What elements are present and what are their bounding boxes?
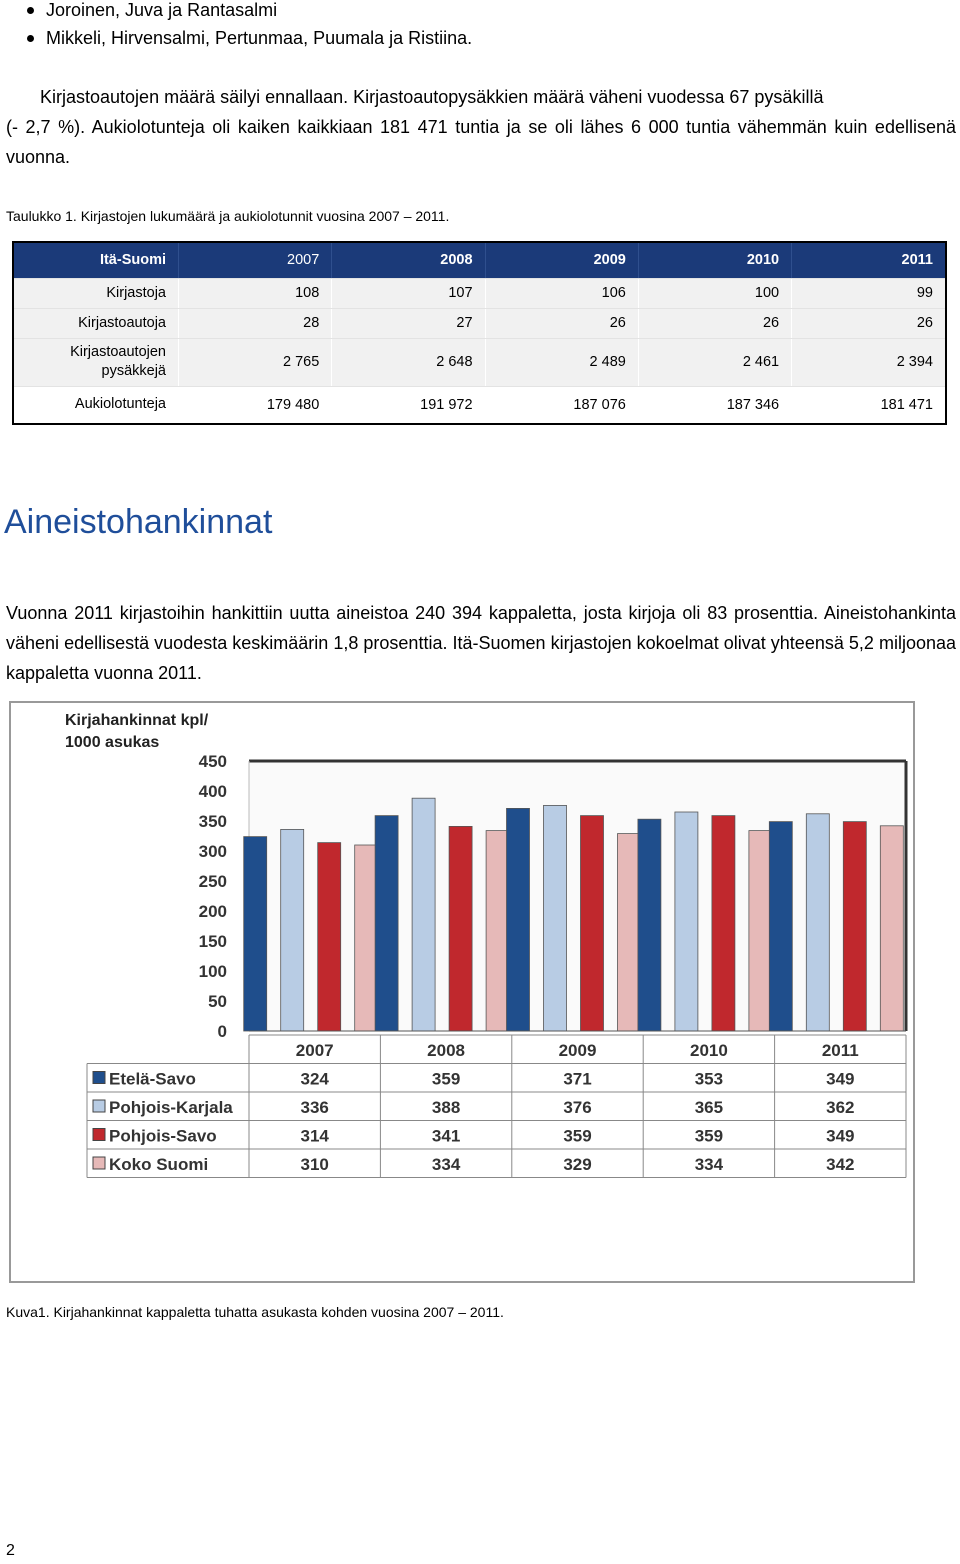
data-label: 349 [826,1126,855,1146]
column-header: 2008 [332,242,485,278]
table-cell: 99 [792,278,946,308]
table-cell: 179 480 [179,386,332,424]
legend-label: Pohjois-Karjala [109,1098,233,1117]
bar-etelä-savo [638,819,661,1031]
legend-label: Etelä-Savo [109,1069,196,1089]
chart-svg [11,703,913,1281]
paragraph-line: Kirjastoautojen määrä säilyi ennallaan. Kirjastoautopysäkkien määrä väheni vuodessa 67 pysäkillä [40,87,824,107]
y-tick-label: 300 [198,842,227,861]
table-cell: 26 [792,308,946,338]
x-tick-label: 2007 [295,1041,334,1060]
table-cell: 27 [332,308,485,338]
bar-pohjois-karjala [281,829,304,1031]
y-tick-label: 150 [198,932,227,951]
y-tick-label: 350 [198,812,227,831]
table-cell: 2 461 [638,338,791,386]
bar-koko-suomi [355,845,378,1031]
y-tick-label: 450 [198,752,227,771]
legend-swatch [93,1072,105,1084]
table-cell: 28 [179,308,332,338]
table-cell: 2 648 [332,338,485,386]
bar-pohjois-savo [581,816,604,1031]
list-item-text: Mikkeli, Hirvensalmi, Pertunmaa, Puumala ja Ristiina. [46,28,473,48]
data-label: 334 [431,1155,461,1174]
table-cell: 100 [638,278,791,308]
legend-swatch [93,1100,105,1112]
acquisitions-paragraph: Vuonna 2011 kirjastoihin hankittiin uutta aineistoa 240 394 kappaletta, josta kirjoja oli 83 prosenttia. Aineistohankinta väheni edellisestä vuodesta keskimäärin 1,8 prosenttia. Itä-Suomen kirjastojen kokoelmat olivat yhteensä 5,2 miljoonaa kappaletta vuonna 2011. [6,603,956,683]
section-heading: Aineistohankinnat [4,503,273,541]
column-header: 2010 [638,242,791,278]
table-caption: Taulukko 1. Kirjastojen lukumäärä ja aukiolotunnit vuosina 2007 – 2011. [6,208,450,224]
data-label: 341 [431,1126,461,1146]
list-item [22,0,472,24]
data-label: 334 [694,1155,724,1174]
table-row [13,338,946,386]
table-row [13,386,946,424]
bar-pohjois-savo [712,816,735,1031]
y-tick-label: 0 [217,1022,227,1041]
data-label: 314 [300,1126,329,1146]
table-cell: 187 076 [485,386,638,424]
list-item [22,24,472,52]
column-header: Itä-Suomi [13,242,179,278]
bar-pohjois-karjala [675,812,698,1031]
x-tick-label: 2008 [427,1041,466,1060]
y-tick-label: 50 [208,992,227,1011]
bar-etelä-savo [769,822,792,1031]
bar-pohjois-karjala [544,805,567,1031]
legend-swatch [93,1157,105,1169]
paragraph-text: (- 2,7 %). Aukiolotunteja oli kaiken kaikkiaan 181 471 tuntia ja se oli lähes 6 000 tuntia vähemmän kuin edellisenä vuonna. [6,117,956,167]
bar-koko-suomi [618,834,641,1031]
data-label: 359 [431,1069,461,1089]
data-label: 336 [300,1098,329,1117]
data-label: 359 [563,1126,592,1146]
data-label: 310 [300,1155,329,1174]
page-number: 2 [6,1542,15,1559]
bar-pohjois-savo [843,822,866,1031]
bar-pohjois-savo [318,843,341,1031]
table-cell: 106 [485,278,638,308]
table-header-row [13,242,946,278]
bar-koko-suomi [749,831,772,1031]
intro-paragraph [6,82,956,172]
library-stats-table [12,241,947,425]
table-cell: 26 [638,308,791,338]
chart-title: 1000 asukas [65,734,160,751]
table-row [13,278,946,308]
bar-etelä-savo [375,816,398,1031]
y-tick-label: 200 [198,902,227,921]
chart-title: Kirjahankinnat kpl/ [65,712,209,729]
bar-etelä-savo [244,837,267,1031]
x-tick-label: 2009 [558,1041,597,1060]
data-label: 353 [694,1069,724,1089]
bullet-icon [27,7,34,14]
data-label: 349 [826,1069,855,1089]
table-cell: 2 394 [792,338,946,386]
bar-koko-suomi [486,831,509,1031]
row-label: Kirjastoautojen pysäkkejä [13,338,179,386]
table-row [13,308,946,338]
bar-pohjois-karjala [412,798,435,1031]
column-header: 2009 [485,242,638,278]
table-cell: 2 765 [179,338,332,386]
y-tick-label: 250 [198,872,227,891]
data-label: 388 [431,1098,461,1117]
column-header: 2011 [792,242,946,278]
bar-pohjois-karjala [806,814,829,1031]
data-label: 365 [694,1098,724,1117]
legend-label: Koko Suomi [109,1155,209,1174]
row-label: Kirjastoja [13,278,179,308]
data-label: 329 [563,1155,592,1174]
table-cell: 108 [179,278,332,308]
table-cell: 187 346 [638,386,791,424]
table-cell: 191 972 [332,386,485,424]
x-tick-label: 2010 [689,1041,728,1060]
y-tick-label: 400 [198,782,227,801]
data-label: 376 [563,1098,592,1117]
column-header: 2007 [179,242,332,278]
legend-label: Pohjois-Savo [109,1126,217,1146]
data-label: 342 [826,1155,855,1174]
x-tick-label: 2011 [821,1041,859,1060]
table-cell: 181 471 [792,386,946,424]
data-label: 359 [694,1126,724,1146]
legend-swatch [93,1129,105,1141]
list-item-text: Joroinen, Juva ja Rantasalmi [46,0,278,20]
bullet-list [22,0,472,52]
data-label: 362 [826,1098,855,1117]
table-cell: 2 489 [485,338,638,386]
bar-etelä-savo [507,808,530,1031]
row-label: Kirjastoautoja [13,308,179,338]
bar-koko-suomi [880,826,903,1031]
data-label: 371 [563,1069,592,1089]
y-tick-label: 100 [198,962,227,981]
row-label: Aukiolotunteja [13,386,179,424]
acquisitions-chart [9,701,915,1283]
table-cell: 26 [485,308,638,338]
figure-caption: Kuva1. Kirjahankinnat kappaletta tuhatta asukasta kohden vuosina 2007 – 2011. [6,1304,504,1320]
data-label: 324 [300,1069,329,1089]
bar-pohjois-savo [449,826,472,1031]
bullet-icon [27,35,34,42]
table-cell: 107 [332,278,485,308]
